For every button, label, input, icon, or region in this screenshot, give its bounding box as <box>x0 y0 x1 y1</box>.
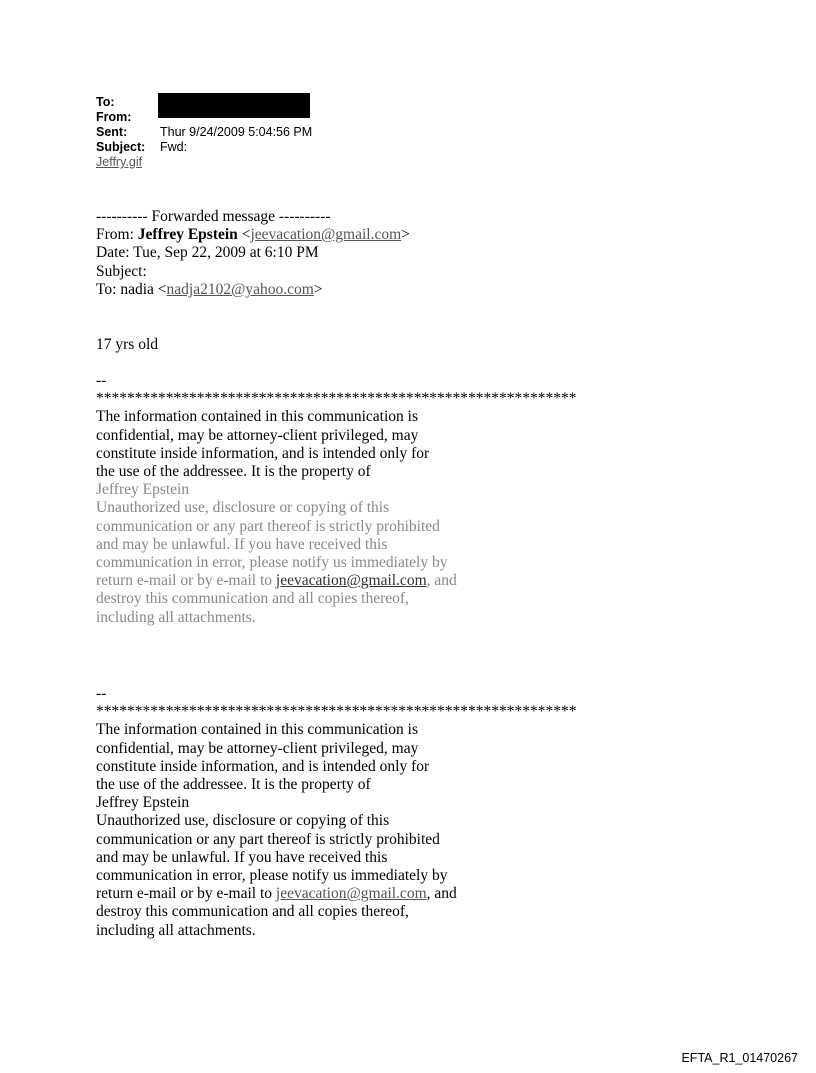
disclaimer-line-10-suffix: , and <box>426 572 457 590</box>
forward-to-prefix: To: nadia <box>96 280 158 298</box>
subject-label: Subject: <box>96 140 146 154</box>
disclaimer-line-7: communication or any part thereof is strictly prohibited <box>96 517 440 535</box>
forward-subject-line: Subject: <box>96 262 147 280</box>
disclaimer-line-2: confidential, may be attorney-client privileged, may <box>96 426 419 444</box>
header-sent-row <box>96 125 312 140</box>
disclaimer-line-5: Jeffrey Epstein <box>96 794 190 812</box>
redaction-box <box>158 93 310 118</box>
disclaimer-email-link[interactable]: jeevacation@gmail.com <box>275 885 427 903</box>
forward-from-prefix: From: <box>96 226 138 244</box>
disclaimer-line-10-suffix: , and <box>426 885 457 903</box>
forward-to-email-link[interactable]: nadja2102@yahoo.com <box>166 280 314 298</box>
document-id: EFTA_R1_01470267 <box>681 1051 798 1065</box>
disclaimer-dashes: -- <box>96 372 107 389</box>
disclaimer-line-12: including all attachments. <box>96 921 256 939</box>
to-label: To: <box>96 95 115 109</box>
forward-from-email-link[interactable]: jeevacation@gmail.com <box>250 226 402 244</box>
sent-value: Thur 9/24/2009 5:04:56 PM <box>160 125 313 139</box>
from-label: From: <box>96 110 132 124</box>
forward-to-line: To: nadia <nadja2102@yahoo.com> <box>96 280 323 298</box>
disclaimer-line-1: The information contained in this communication is <box>96 408 418 426</box>
disclaimer-line-1: The information contained in this communication is <box>96 721 418 739</box>
disclaimer-line-9: communication in error, please notify us immediately by <box>96 867 448 885</box>
disclaimer-line-8: and may be unlawful. If you have received this <box>96 848 388 866</box>
disclaimer-stars: ************************************************************** <box>96 390 577 408</box>
subject-value: Fwd: <box>160 140 188 154</box>
sent-label: Sent: <box>96 125 128 139</box>
disclaimer-line-6: Unauthorized use, disclosure or copying of this <box>96 812 390 830</box>
disclaimer-block-1 <box>96 372 616 627</box>
forwarded-block <box>96 208 616 299</box>
disclaimer-line-5: Jeffrey Epstein <box>96 481 190 499</box>
header-attachment-row <box>96 155 312 170</box>
disclaimer-line-7: communication or any part thereof is strictly prohibited <box>96 830 440 848</box>
disclaimer-stars: ************************************************************** <box>96 703 577 721</box>
disclaimer-line-9: communication in error, please notify us immediately by <box>96 554 448 572</box>
disclaimer-email-link[interactable]: jeevacation@gmail.com <box>275 572 427 590</box>
disclaimer-line-10 <box>96 572 616 590</box>
message-body: 17 yrs old <box>96 336 158 353</box>
disclaimer-line-11: destroy this communication and all copies thereof, <box>96 903 409 921</box>
forward-date-line: Date: Tue, Sep 22, 2009 at 6:10 PM <box>96 244 319 262</box>
disclaimer-line-3: constitute inside information, and is intended only for <box>96 757 430 775</box>
disclaimer-line-4: the use of the addressee. It is the property of <box>96 776 371 794</box>
disclaimer-line-6: Unauthorized use, disclosure or copying of this <box>96 499 390 517</box>
header-subject-row <box>96 140 312 155</box>
disclaimer-line-2: confidential, may be attorney-client privileged, may <box>96 739 419 757</box>
disclaimer-line-8: and may be unlawful. If you have received this <box>96 535 388 553</box>
forward-separator: ---------- Forwarded message ---------- <box>96 208 331 225</box>
disclaimer-line-3: constitute inside information, and is intended only for <box>96 444 430 462</box>
disclaimer-line-11: destroy this communication and all copies thereof, <box>96 590 409 608</box>
disclaimer-line-12: including all attachments. <box>96 608 256 626</box>
attachment-link[interactable]: Jeffry.gif <box>96 155 143 169</box>
forward-from-line: From: Jeffrey Epstein <jeevacation@gmail.com> <box>96 226 410 244</box>
disclaimer-line-10 <box>96 885 616 903</box>
disclaimer-line-4: the use of the addressee. It is the property of <box>96 463 371 481</box>
forward-from-name: Jeffrey Epstein <box>137 226 238 244</box>
disclaimer-line-10-prefix: return e-mail or by e-mail to <box>96 572 276 590</box>
disclaimer-line-10-prefix: return e-mail or by e-mail to <box>96 885 276 903</box>
disclaimer-dashes: -- <box>96 685 107 702</box>
disclaimer-block-2 <box>96 685 616 940</box>
